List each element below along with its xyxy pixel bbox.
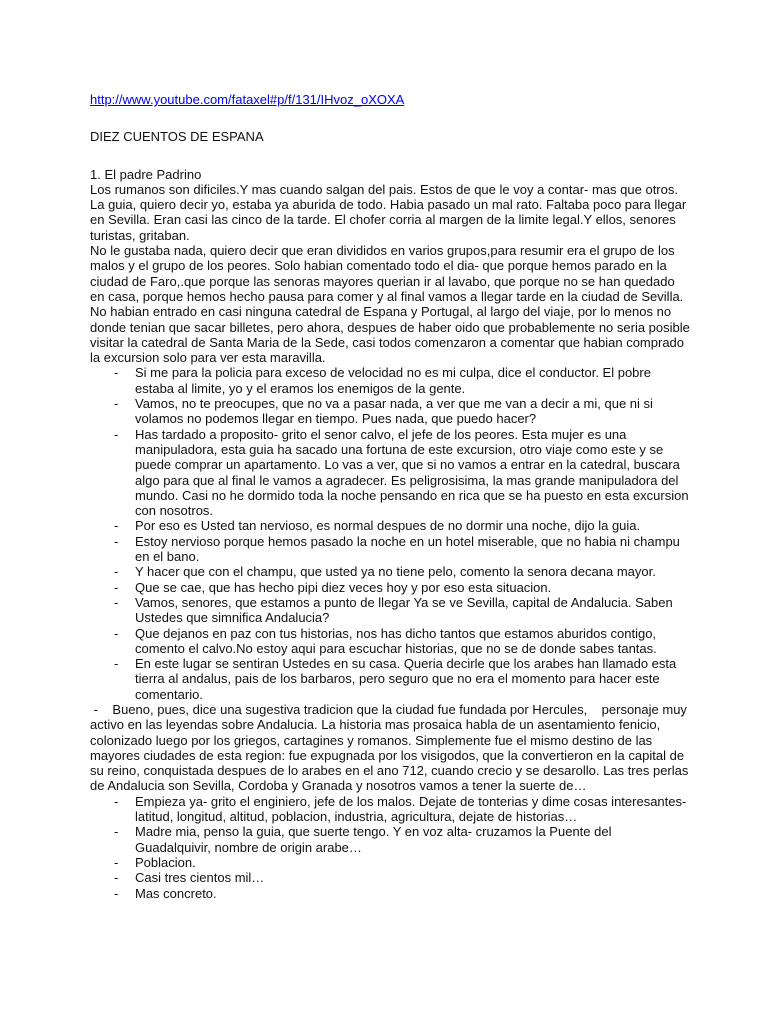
- dialog-text: Has tardado a proposito- grito el senor calvo, el jefe de los peores. Esta mujer es una manipuladora, esta guia ha sacado una fortuna de este excursion, otro viaje como este y se puede comprar un apartamento. Lo vas a ver, que si no vamos a entrar en la catedral, buscara algo para que al final le vamos a agradecer. Es peligrosisima, la mas grande manipuladora del mundo. Casi no he dormido toda la noche pensando en rica que se ha puesto en esta excursion con nosotros.: [135, 426, 689, 519]
- dash-bullet: -: [114, 870, 119, 886]
- dialog-text: Casi tres cientos mil…: [135, 870, 265, 886]
- dialog-list-2: [90, 794, 690, 901]
- dialog-text: Empieza ya- grito el enginiero, jefe de los malos. Dejate de tonterias y dime cosas interesantes- latitud, longitud, altitud, poblacion, industria, agricultura, dejate de historias…: [135, 793, 687, 825]
- dash-bullet: -: [114, 518, 119, 534]
- paragraph-intro: Los rumanos son dificiles.Y mas cuando salgan del pais. Estos de que le voy a contar- mas que otros. La guia, quiero decir yo, estaba ya aburida de todo. Habia pasado un mal rato. Faltaba poco para llegar en Sevilla. Eran casi las cinco de la tarde. El chofer corria al margen de la limite legal.Y ellos, senores turistas, gritaban.: [90, 181, 687, 243]
- dialog-line: [90, 855, 690, 870]
- dialog-text: Estoy nervioso porque hemos pasado la noche en un hotel miserable, que no habia ni champu en el bano.: [135, 533, 680, 565]
- paragraph-hercules: - Bueno, pues, dice una sugestiva tradicion que la ciudad fue fundada por Hercules, personaje muy activo en las leyendas sobre Andalucia. La historia mas prosaica habla de un asentamiento fenicio, colonizado luego por los griegos, cartagines y romanos. Simplemente fue el mismo destino de las mayores ciudades de esta region: fue expugnada por los visigodos, que la convertieron en la capital de su reino, conquistada despues de lo arabes en el ano 712, cuando crecio y se desarollo. Las tres perlas de Andalucia son Sevilla, Cordoba y Granada y nosotros vamos a tener la suerte de…: [90, 701, 693, 794]
- dialog-line: [90, 870, 690, 885]
- document-title: DIEZ CUENTOS DE ESPANA: [90, 129, 264, 145]
- dash-bullet: -: [114, 625, 119, 641]
- youtube-link[interactable]: http://www.youtube.com/fataxel#p/f/131/IHvoz_oXOXA: [90, 92, 405, 107]
- dialog-line: [90, 518, 690, 533]
- dialog-line: [90, 794, 690, 825]
- dialog-line: [90, 580, 690, 595]
- dialog-line: [90, 396, 690, 427]
- dialog-line: [90, 886, 690, 901]
- dialog-list-1: [90, 365, 690, 702]
- dialog-text: Vamos, senores, que estamos a punto de llegar Ya se ve Sevilla, capital de Andalucia. Saben Ustedes que simnifica Andalucia?: [135, 594, 673, 626]
- dialog-line: [90, 427, 690, 519]
- dialog-text: Vamos, no te preocupes, que no va a pasar nada, a ver que me van a decir a mi, que ni si volamos no podemos llegar en tiempo. Pues nada, que puedo hacer?: [135, 396, 653, 427]
- dialog-text: Mas concreto.: [135, 885, 217, 901]
- dash-bullet: -: [114, 396, 119, 412]
- dash-bullet: -: [114, 824, 119, 840]
- dash-bullet: -: [114, 533, 119, 549]
- dash-bullet: -: [114, 854, 119, 870]
- dash-bullet: -: [114, 426, 119, 442]
- dash-bullet: -: [114, 594, 119, 610]
- chapter-heading: 1. El padre Padrino: [90, 166, 202, 182]
- dash-bullet: -: [114, 793, 119, 809]
- dialog-text: Que se cae, que has hecho pipi diez veces hoy y por eso esta situacion.: [135, 579, 552, 595]
- dialog-line: [90, 365, 690, 396]
- dialog-text: Si me para la policia para exceso de velocidad no es mi culpa, dice el conductor. El pobre estaba al limite, yo y el eramos los enemigos de la gente.: [135, 365, 651, 396]
- dialog-text: En este lugar se sentiran Ustedes en su casa. Queria decirle que los arabes han llamado esta tierra al andalus, pais de los barbaros, pero seguro que no era el momento para hacer este comentario.: [135, 656, 677, 702]
- dash-bullet: -: [114, 656, 119, 672]
- dash-bullet: -: [114, 564, 119, 580]
- dialog-text: Y hacer que con el champu, que usted ya no tiene pelo, comento la senora decana mayor.: [135, 564, 656, 580]
- dialog-line: [90, 564, 690, 579]
- dialog-line: [90, 534, 690, 565]
- dialog-line: [90, 626, 690, 657]
- dialog-line: [90, 824, 690, 855]
- dialog-text: Que dejanos en paz con tus historias, nos has dicho tantos que estamos aburidos contigo, comento el calvo.No estoy aqui para escuchar historias, que no se de donde sabes tantas.: [135, 625, 657, 656]
- paragraph-groups: No le gustaba nada, quiero decir que eran divididos en varios grupos,para resumir era el grupo de los malos y el grupo de los peores. Solo habian comentado todo el dia- que porque hemos parado en la ciudad de Faro,.que porque las senoras mayores querian ir al lavabo, que porque no se han quedado en casa, porque hemos hecho pausa para comer y al final vamos a llegar tarde en la ciudad de Sevilla. No habian entrado en casi ninguna catedral de Espana y Portugal, al largo del viaje, por lo menos no donde tenian que sacar billetes, pero ahora, despues de haber oido que probablemente no seria posible visitar la catedral de Santa Maria de la Sede, casi todos comenzaron a comentar que habian comprado la excursion solo para ver esta maravilla.: [90, 243, 690, 366]
- document-page: [90, 92, 693, 901]
- dialog-text: Por eso es Usted tan nervioso, es normal despues de no dormir una noche, dijo la guia.: [135, 518, 641, 534]
- dash-bullet: -: [114, 365, 119, 381]
- dialog-text: Poblacion.: [135, 854, 196, 870]
- dialog-line: [90, 595, 690, 626]
- dash-bullet: -: [114, 885, 119, 901]
- dash-bullet: -: [114, 579, 119, 595]
- dialog-text: Madre mia, penso la guia, que suerte tengo. Y en voz alta- cruzamos la Puente del Guadalquivir, nombre de origin arabe…: [135, 824, 612, 855]
- dialog-line: [90, 656, 690, 702]
